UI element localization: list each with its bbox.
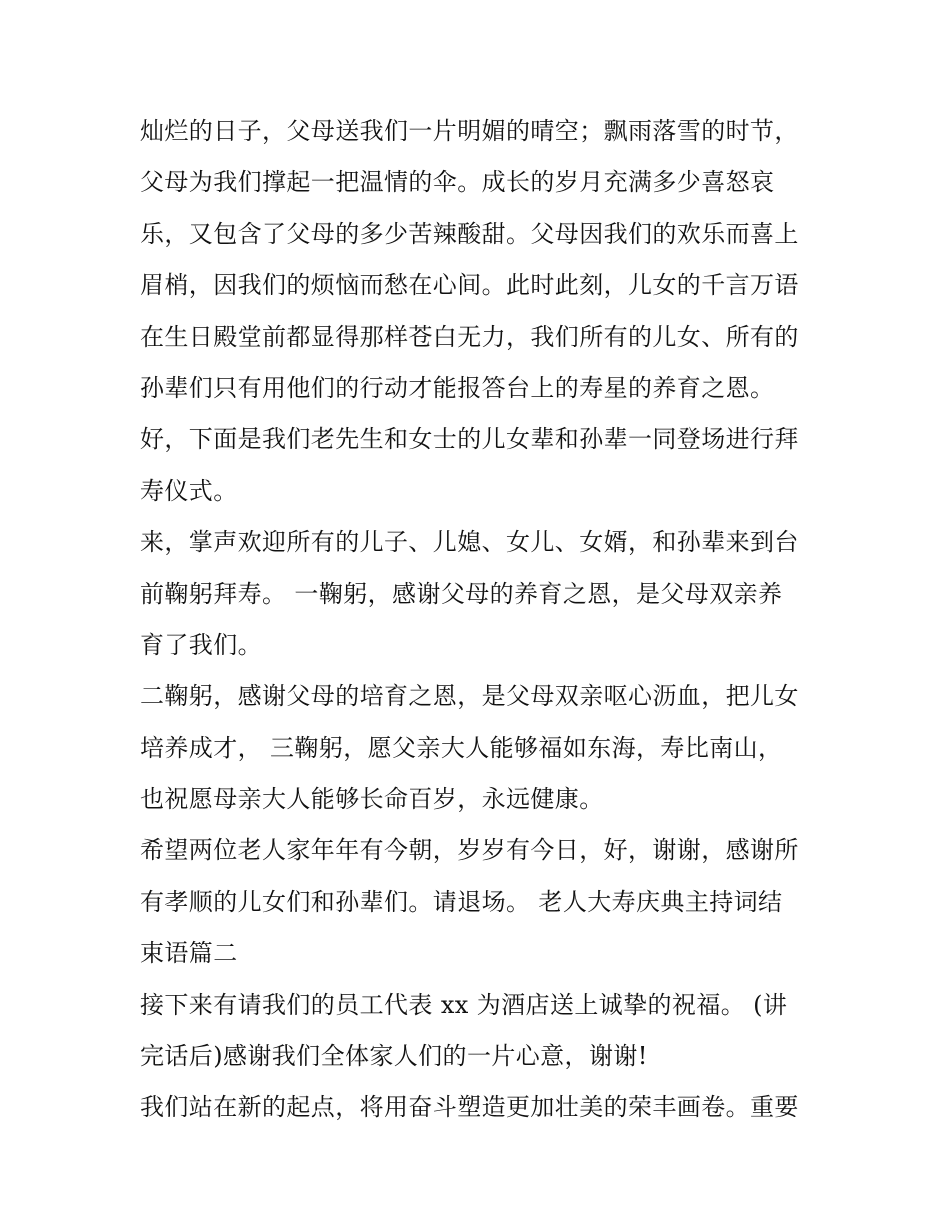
- text-line: 来，掌声欢迎所有的儿子、儿媳、女儿、女婿，和孙辈来到台: [140, 528, 799, 557]
- text-line: 寿仪式。: [140, 476, 238, 505]
- text-line: 也祝愿母亲大人能够长命百岁，永远健康。: [140, 785, 604, 814]
- text-line: 培养成才， 三鞠躬，愿父亲大人能够福如东海，寿比南山，: [140, 733, 783, 762]
- text-line: 灿烂的日子，父母送我们一片明媚的晴空；飘雨落雪的时节，: [140, 117, 799, 145]
- text-line: 育了我们。: [140, 630, 262, 659]
- text-line: 父母为我们撑起一把温情的伞。成长的岁月充满多少喜怒哀: [140, 168, 775, 197]
- text-line: 接下来有请我们的员工代表 xx 为酒店送上诚挚的祝福。 (讲: [140, 990, 788, 1019]
- text-line: 束语篇二: [140, 939, 238, 968]
- text-line: 完话后)感谢我们全体家人们的一片心意，谢谢!: [140, 1042, 648, 1071]
- document-body: [140, 106, 820, 1134]
- text-line: 孙辈们只有用他们的行动才能报答台上的寿星的养育之恩。: [140, 373, 775, 402]
- text-line: 眉梢，因我们的烦恼而愁在心间。此时此刻，儿女的千言万语: [140, 271, 799, 300]
- text-line: 好，下面是我们老先生和女士的儿女辈和孙辈一同登场进行拜: [140, 425, 799, 454]
- text-line: 希望两位老人家年年有今朝，岁岁有今日，好，谢谢，感谢所: [140, 836, 799, 865]
- text-line: 有孝顺的儿女们和孙辈们。请退场。 老人大寿庆典主持词结: [140, 887, 783, 916]
- text-line: 二鞠躬，感谢父母的培育之恩，是父母双亲呕心沥血，把儿女: [140, 682, 799, 711]
- text-line: 我们站在新的起点，将用奋斗塑造更加壮美的荣丰画卷。重要: [140, 1093, 799, 1122]
- text-line: 前鞠躬拜寿。 一鞠躬，感谢父母的养育之恩，是父母双亲养: [140, 579, 783, 608]
- text-line: 在生日殿堂前都显得那样苍白无力，我们所有的儿女、所有的: [140, 322, 799, 351]
- text-line: 乐，又包含了父母的多少苦辣酸甜。父母因我们的欢乐而喜上: [140, 219, 799, 248]
